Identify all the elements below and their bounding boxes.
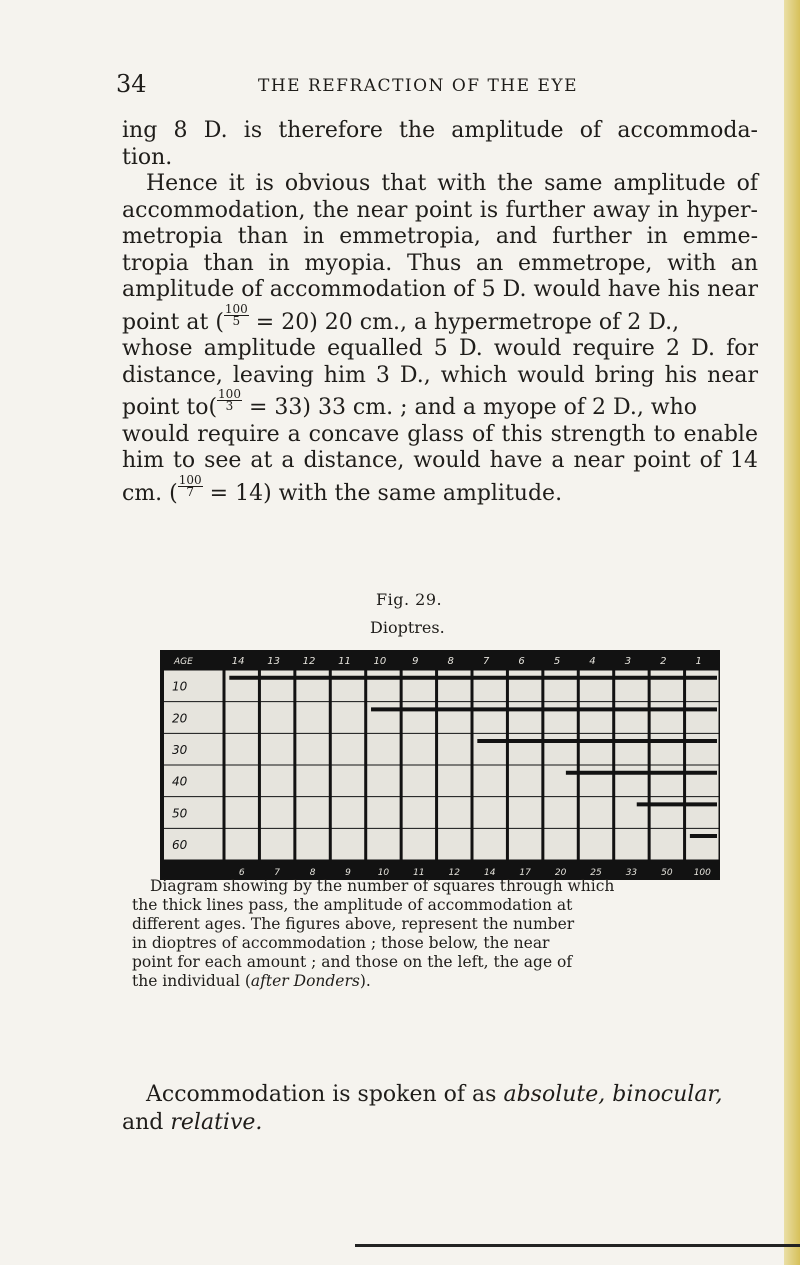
fraction-numerator: 100 xyxy=(224,301,248,316)
body-line: amplitude of accommodation of 5 D. would have his near xyxy=(122,277,758,302)
fraction-denominator: 7 xyxy=(186,484,195,499)
top-tick-label: 1 xyxy=(695,656,702,667)
closing-line xyxy=(122,1110,262,1135)
caption-line xyxy=(132,972,764,991)
bottom-tick-label: 17 xyxy=(519,868,531,878)
top-tick-label: 4 xyxy=(589,656,596,667)
body-line: tion. xyxy=(122,144,173,170)
corner-label: AGE xyxy=(174,657,193,667)
closing-line xyxy=(146,1082,723,1107)
text-segment: = 33) 33 cm. ; and a myope of 2 D., who xyxy=(241,395,698,421)
bottom-tick-label: 33 xyxy=(625,868,638,878)
top-tick-label: 14 xyxy=(231,656,245,667)
text-segment: Accommodation is spoken of as xyxy=(146,1082,504,1107)
top-tick-label: 7 xyxy=(482,656,490,667)
body-line: ing 8 D. is therefore the amplitude of accommoda- xyxy=(122,118,758,143)
age-label: 40 xyxy=(172,774,188,789)
top-tick-label: 3 xyxy=(624,656,632,667)
bottom-tick-label: 11 xyxy=(413,868,425,878)
body-line xyxy=(122,472,758,508)
bottom-tick-label: 6 xyxy=(238,868,245,878)
age-label: 10 xyxy=(172,679,188,694)
bottom-tick-label: 8 xyxy=(309,868,316,878)
age-label: 50 xyxy=(172,806,188,821)
top-tick-label: 12 xyxy=(302,656,316,667)
caption-line: the thick lines pass, the amplitude of accommodation at xyxy=(132,896,573,914)
age-label: 30 xyxy=(172,742,188,757)
caption-line: different ages. The figures above, represent the number xyxy=(132,915,575,933)
bottom-tick-label: 14 xyxy=(483,868,496,878)
fraction-numerator: 100 xyxy=(218,387,241,402)
body-line xyxy=(122,389,758,422)
top-tick-label: 13 xyxy=(267,656,280,667)
text-segment: cm. ( xyxy=(122,481,178,507)
body-line xyxy=(122,301,758,337)
body-line: metropia than in emmetropia, and further in emme- xyxy=(122,224,758,249)
top-tick-label: 11 xyxy=(338,656,351,667)
body-line: accommodation, the near point is further away in hyper- xyxy=(122,197,758,223)
bottom-tick-label: 7 xyxy=(274,868,281,878)
text-segment: the individual ( xyxy=(132,972,251,990)
text-segment: = 20) 20 cm., a hypermetrope of 2 D., xyxy=(248,309,680,335)
bottom-tick-label: 100 xyxy=(693,868,711,878)
top-tick-label: 8 xyxy=(447,656,454,667)
running-head: THE REFRACTION OF THE EYE xyxy=(258,76,578,96)
text-segment: point at ( xyxy=(122,309,224,335)
body-text xyxy=(122,118,758,508)
page-edge xyxy=(784,0,800,1265)
bottom-tick-label: 50 xyxy=(661,868,673,878)
fraction xyxy=(178,472,203,499)
body-line: whose amplitude equalled 5 D. would require 2 D. for xyxy=(122,336,758,362)
body-line: would require a concave glass of this strength to enable xyxy=(122,421,758,447)
caption-line: Diagram showing by the number of squares through which xyxy=(150,877,615,895)
top-tick-label: 6 xyxy=(518,656,525,667)
text-segment: ). xyxy=(359,972,371,990)
body-line: tropia than in myopia. Thus an emmetrope, with an xyxy=(122,250,758,276)
bottom-tick-label: 9 xyxy=(345,868,351,878)
text-segment: = 14) with the same amplitude. xyxy=(202,481,563,507)
fraction xyxy=(224,301,249,328)
fraction xyxy=(217,389,242,412)
age-label: 60 xyxy=(172,837,188,852)
top-tick-label: 5 xyxy=(553,656,561,667)
page-bottom-rule xyxy=(355,1244,800,1247)
figure-label: Fig. 29. xyxy=(376,590,443,609)
text-segment: and xyxy=(122,1110,171,1135)
top-tick-label: 2 xyxy=(660,656,667,667)
body-line: him to see at a distance, would have a near point of 14 xyxy=(122,448,758,474)
figure-subtitle: Dioptres. xyxy=(370,618,445,637)
fraction-denominator: 5 xyxy=(232,313,241,328)
figure-caption xyxy=(132,877,764,991)
italic-text: absolute, binocular, xyxy=(503,1082,723,1107)
italic-text: relative. xyxy=(170,1110,263,1135)
fraction-denominator: 3 xyxy=(225,399,234,414)
page-number: 34 xyxy=(116,70,147,98)
accommodation-diagram xyxy=(160,650,720,880)
top-tick-label: 10 xyxy=(373,656,387,667)
bottom-tick-label: 12 xyxy=(448,868,461,878)
bottom-tick-label: 25 xyxy=(590,868,602,878)
bottom-tick-label: 20 xyxy=(554,868,567,878)
body-line: Hence it is obvious that with the same amplitude of xyxy=(146,171,758,196)
top-tick-label: 9 xyxy=(412,656,419,667)
caption-citation: after Donders xyxy=(250,972,360,990)
caption-line: in dioptres of accommodation ; those below, the near xyxy=(132,934,550,952)
age-label: 20 xyxy=(172,711,188,726)
body-line: distance, leaving him 3 D., which would bring his near xyxy=(122,362,758,388)
caption-line: point for each amount ; and those on the left, the age of xyxy=(132,953,573,971)
text-segment: point to( xyxy=(122,395,218,421)
fraction-numerator: 100 xyxy=(178,472,202,487)
bottom-tick-label: 10 xyxy=(377,868,390,878)
